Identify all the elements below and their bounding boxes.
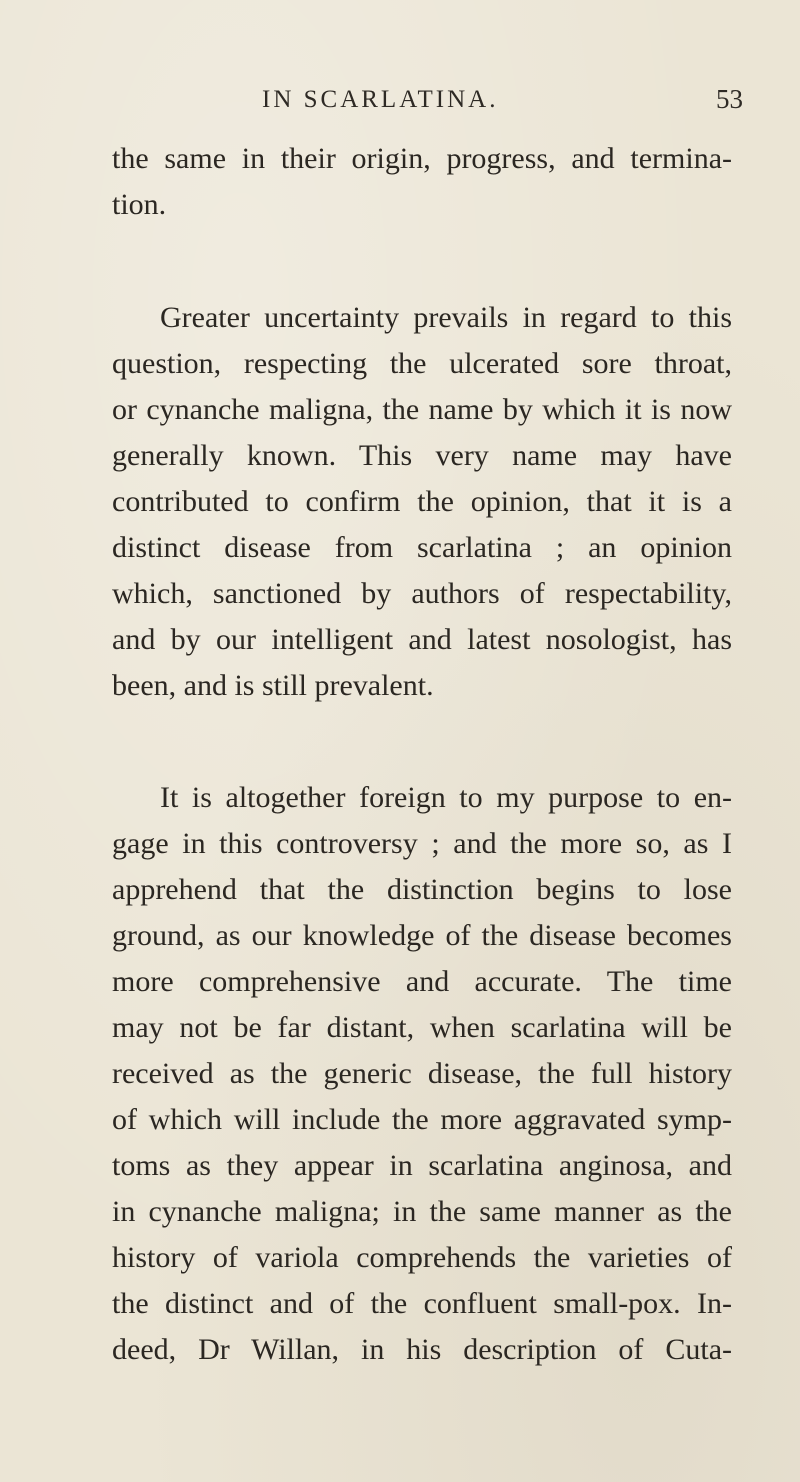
text-line: generally known. This very name may have [112, 439, 732, 472]
text-line: or cynanche maligna, the name by which it is now [112, 393, 732, 426]
text-line: of which will include the more aggravated symp- [112, 1103, 732, 1136]
page-number: 53 [716, 84, 743, 114]
text-line: may not be far distant, when scarlatina will be [112, 1011, 732, 1044]
text-line: Greater uncertainty prevails in regard to this [160, 301, 732, 334]
text-line: contributed to confirm the opinion, that it is a [112, 485, 732, 518]
text-line: which, sanctioned by authors of respectability, [112, 577, 732, 610]
text-line: and by our intelligent and latest nosologist, has [112, 623, 732, 656]
running-head: IN SCARLATINA. [262, 86, 499, 113]
text-line: the distinct and of the confluent small-pox. In- [112, 1287, 732, 1320]
text-line: in cynanche maligna; in the same manner as the [112, 1195, 732, 1228]
text-line: apprehend that the distinction begins to lose [112, 873, 732, 906]
text-line: question, respecting the ulcerated sore throat, [112, 347, 732, 380]
text-line: deed, Dr Willan, in his description of Cuta- [112, 1333, 732, 1366]
text-line: history of variola comprehends the varieties of [112, 1241, 732, 1274]
text-line: received as the generic disease, the full history [112, 1057, 732, 1090]
text-line: tion. [112, 188, 167, 221]
text-line: It is altogether foreign to my purpose to en- [160, 781, 732, 814]
text-line: the same in their origin, progress, and termina- [112, 142, 732, 175]
text-line: ground, as our knowledge of the disease becomes [112, 919, 732, 952]
text-line: distinct disease from scarlatina ; an opinion [112, 531, 732, 564]
text-line: toms as they appear in scarlatina anginosa, and [112, 1149, 732, 1182]
text-line: more comprehensive and accurate. The time [112, 965, 732, 998]
page-header [0, 82, 800, 122]
text-line: been, and is still prevalent. [112, 669, 434, 702]
text-line: gage in this controversy ; and the more so, as I [112, 827, 732, 860]
